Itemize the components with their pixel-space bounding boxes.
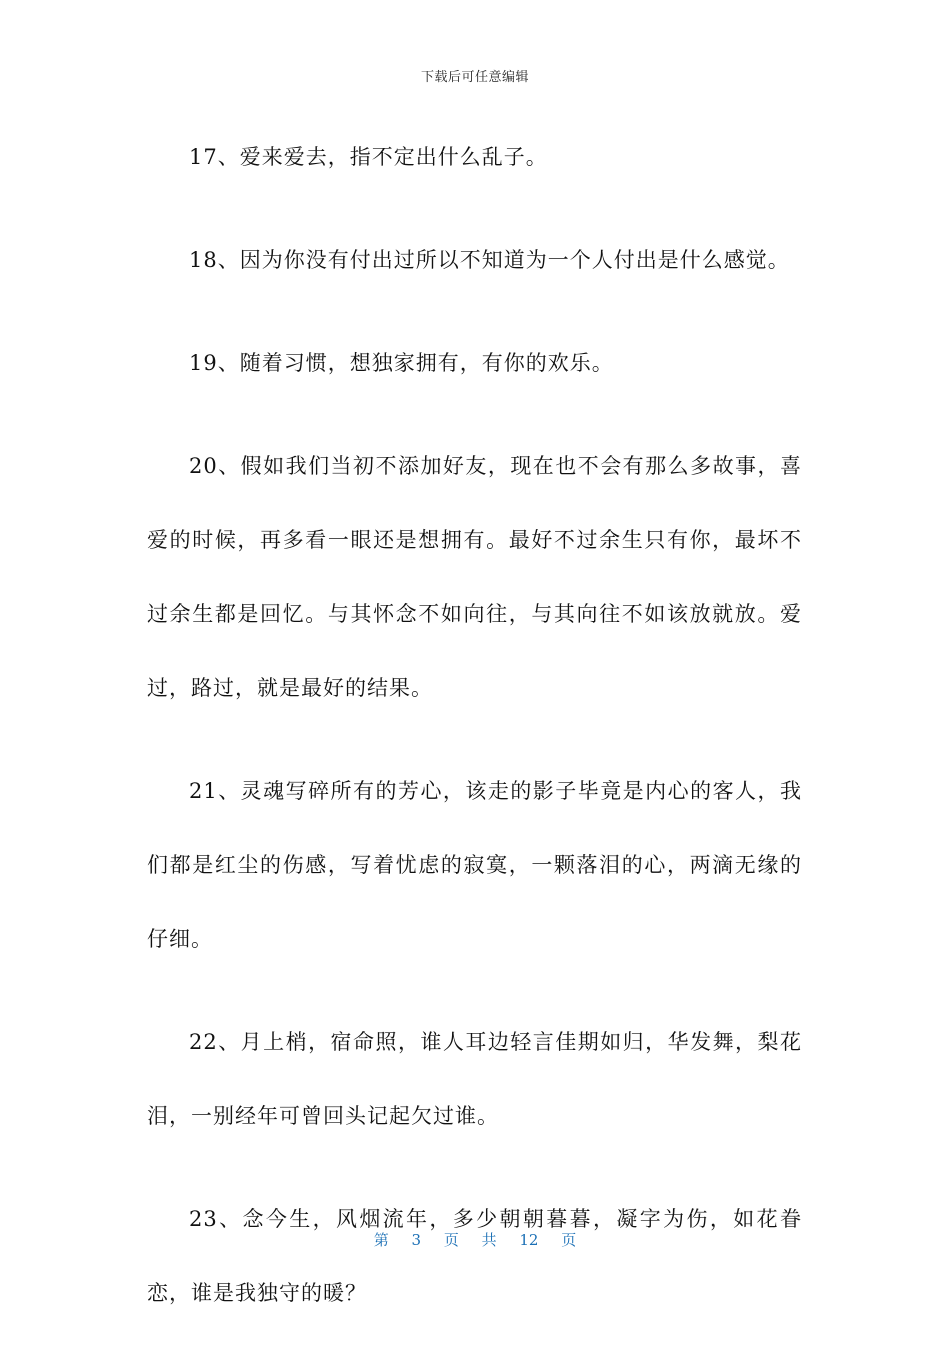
paragraph-23: 23、念今生，风烟流年，多少朝朝暮暮，凝字为伤，如花眷恋，谁是我独守的暖？ <box>147 1207 802 1305</box>
header-note: 下载后可任意编辑 <box>420 70 529 85</box>
paragraph-21: 21、灵魂写碎所有的芳心，该走的影子毕竟是内心的客人，我们都是红尘的伤感，写着忧虑的寂寞，一颗落泪的心，两滴无缘的仔细。 <box>147 779 802 951</box>
document-body <box>147 120 802 1359</box>
paragraph-22: 22、月上梢，宿命照，谁人耳边轻言佳期如归，华发舞，梨花泪，一别经年可曾回头记起欠过谁。 <box>147 1030 802 1128</box>
page-number-footer: 第 3 页 共 12 页 <box>373 1231 577 1249</box>
paragraph-19: 19、随着习惯，想独家拥有，有你的欢乐。 <box>189 351 614 375</box>
paragraph-17: 17、爱来爱去，指不定出什么乱子。 <box>189 145 548 169</box>
paragraph-18: 18、因为你没有付出过所以不知道为一个人付出是什么感觉。 <box>189 248 790 272</box>
paragraph-20: 20、假如我们当初不添加好友，现在也不会有那么多故事，喜爱的时候，再多看一眼还是想拥有。最好不过余生只有你，最坏不过余生都是回忆。与其怀念不如向往，与其向往不如该放就放。爱过，路过，就是最好的结果。 <box>147 454 802 700</box>
